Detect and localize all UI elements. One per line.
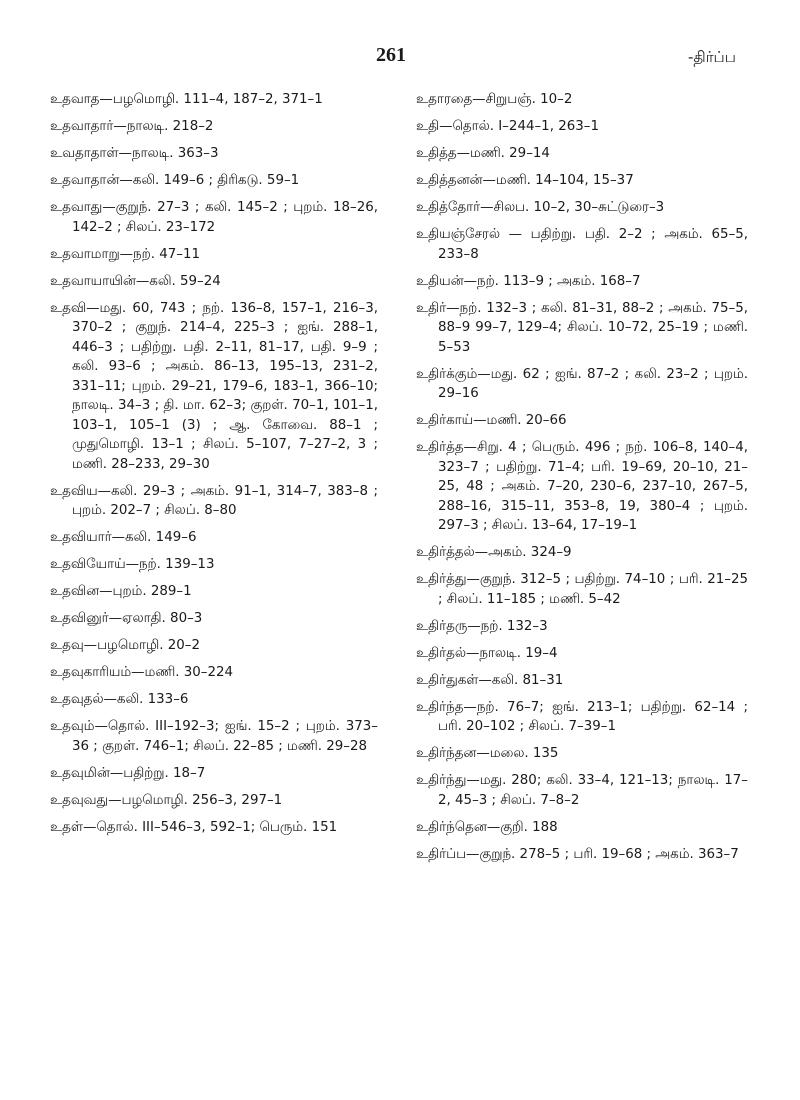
index-entry: உதிர்ந்தென—குறி. 188 <box>416 819 558 835</box>
index-entry: உதிர்ப்ப—குறுந். 278–5 ; பரி. 19–68 ; அகம். 363–7 <box>416 846 739 862</box>
index-entry: உதவாமாறு—நற். 47–11 <box>50 246 201 262</box>
index-entry: உதி—தொல். I–244–1, 263–1 <box>416 119 599 134</box>
index-entry: உதவாது—குறுந். 27–3 ; கலி. 145–2 ; புறம். 18–26, 142–2 ; சிலப். 23–172 <box>50 200 378 235</box>
index-entry: உதவி—மது. 60, 743 ; நற். 136–8, 157–1, 216–3, 370–2 ; குறுந். 214–4, 225–3 ; ஐங். 288–1, 446–3 ; பதிற்று. பதி. 2–11, 81–17, பதி. 9–9 ; கலி. 93–6 ; அகம். 86–13, 195–13, 231–2, 331–11; புறம். 29–21, 179–6, 183–1, 366–10; நாலடி. 34–3 ; தி. மா. 62–3; குறள். 70–1, 101–1, 103–1, 105–1 (3) ; ஆ. கோவை. 88–1 ; முதுமொழி. 13–1 ; சிலப். 5–107, 7–27–2, 3 ; மணி. 28–233, 29–30 <box>50 300 378 472</box>
index-entry: உதிர்ந்த—நற். 76–7; ஐங். 213–1; பதிற்று. 62–14 ; பரி. 20–102 ; சிலப். 7–39–1 <box>416 699 748 734</box>
index-entry: உதவுகாரியம்—மணி. 30–224 <box>50 665 234 680</box>
index-entry: உதித்த—மணி. 29–14 <box>416 146 550 161</box>
index-entry: உதவுதல்—கலி. 133–6 <box>50 692 189 707</box>
index-entry: உதிர்க்கும்—மது. 62 ; ஐங். 87–2 ; கலி. 23–2 ; புறம். 29–16 <box>416 366 748 401</box>
index-entry: உதிர்ந்தன—மலை. 135 <box>416 746 559 761</box>
index-entry: உதாரதை—சிறுபஞ். 10–2 <box>416 92 573 107</box>
index-entry: உதியஞ்சேரல் — பதிற்று. பதி. 2–2 ; அகம். 65–5, 233–8 <box>416 227 748 262</box>
index-entry: உதிர்காய்—மணி. 20–66 <box>416 413 567 428</box>
index-entry: உதவினுர்—ஏலாதி. 80–3 <box>50 611 203 626</box>
right-column <box>416 90 748 872</box>
index-entry: உதவியோய்—நற். 139–13 <box>50 557 215 572</box>
page-number: 261 <box>376 44 406 66</box>
index-entry: உதள்—தொல். III–546–3, 592–1; பெரும். 151 <box>50 819 338 835</box>
index-entry: உதவுவது—பழமொழி. 256–3, 297–1 <box>50 792 283 808</box>
index-entry: உதவாயாயின்—கலி. 59–24 <box>50 273 221 289</box>
index-entry: உதவாதான்—கலி. 149–6 ; திரிகடு. 59–1 <box>50 173 300 188</box>
index-entry: உதவு—பழமொழி. 20–2 <box>50 638 200 653</box>
index-entry: உதிர்தல்—நாலடி. 19–4 <box>416 645 558 661</box>
running-head: -திர்ப்ப <box>688 48 736 66</box>
index-entry: உதிர்ந்து—மது. 280; கலி. 33–4, 121–13; நாலடி. 17–2, 45–3 ; சிலப். 7–8–2 <box>416 773 748 808</box>
index-entry: உதவின—புறம். 289–1 <box>50 584 192 599</box>
index-entry: உதவிய—கலி. 29–3 ; அகம். 91–1, 314–7, 383–8 ; புறம். 202–7 ; சிலப். 8–80 <box>50 483 378 518</box>
index-entry: உவதாதாள்—நாலடி. 363–3 <box>50 146 219 161</box>
index-entry: உதிர்த்த—சிறு. 4 ; பெரும். 496 ; நற். 106–8, 140–4, 323–7 ; பதிற்று. 71–4; பரி. 19–69, 20–10, 21–25, 48 ; அகம். 7–20, 230–6, 237–10, 267–5, 288–16, 315–11, 353–8, 19, 380–4 ; புறம். 297–3 ; சிலப். 13–64, 17–19–1 <box>416 440 748 533</box>
index-entry: உதிர்—நற். 132–3 ; கலி. 81–31, 88–2 ; அகம். 75–5, 88–9 99–7, 129–4; சிலப். 10–72, 25–19 ; மணி. 5–53 <box>416 300 748 355</box>
left-column <box>50 90 378 845</box>
index-entry: உதவுமின்—பதிற்று. 18–7 <box>50 765 206 781</box>
index-entry: உதிர்த்து—குறுந். 312–5 ; பதிற்று. 74–10 ; பரி. 21–25 ; சிலப். 11–185 ; மணி. 5–42 <box>416 572 748 607</box>
index-entry: உதிர்துகள்—கலி. 81–31 <box>416 672 564 688</box>
index-entry: உதிர்த்தல்—அகம். 324–9 <box>416 545 572 560</box>
index-entry: உதியன்—நற். 113–9 ; அகம். 168–7 <box>416 273 641 289</box>
index-entry: உதவும்—தொல். III–192–3; ஐங். 15–2 ; புறம். 373–36 ; குறள். 746–1; சிலப். 22–85 ; மணி. 29–28 <box>50 719 378 754</box>
index-entry: உதவாத—பழமொழி. 111–4, 187–2, 371–1 <box>50 92 323 107</box>
index-entry: உதித்தோர்—சிலப. 10–2, 30–சுட்டுரை–3 <box>416 200 665 215</box>
index-entry: உதவியார்—கலி. 149–6 <box>50 530 197 545</box>
index-entry: உதித்தனன்—மணி. 14–104, 15–37 <box>416 173 634 188</box>
index-entry: உதவாதார்—நாலடி. 218–2 <box>50 119 214 134</box>
index-entry: உதிர்தரு—நற். 132–3 <box>416 618 548 634</box>
